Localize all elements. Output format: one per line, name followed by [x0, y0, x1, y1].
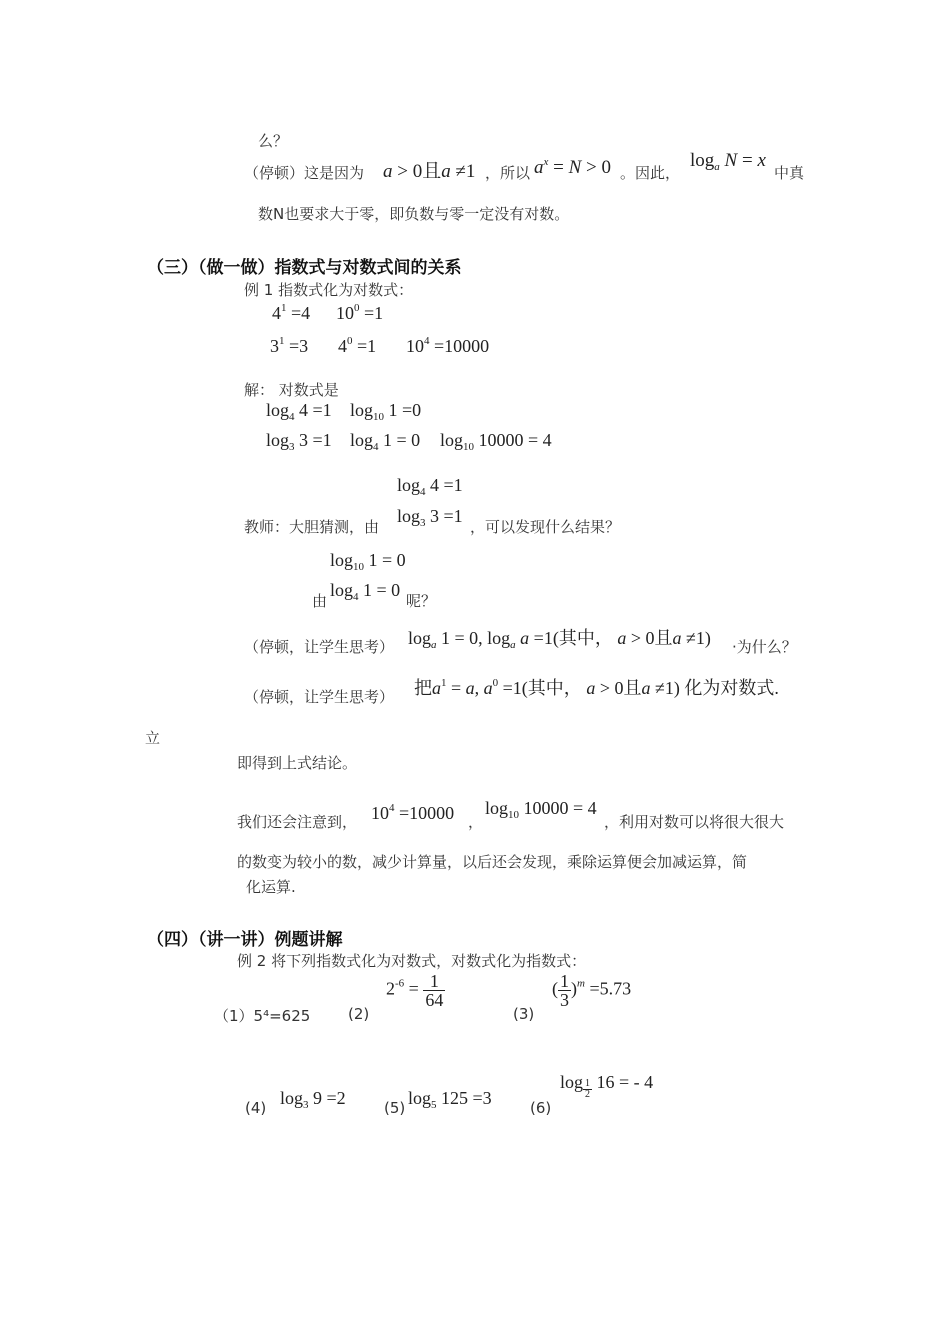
math-log: $\log_4 1 = 0$ [330, 580, 401, 603]
text-line: 教师：大胆猜测，由 [244, 518, 380, 536]
text-line: 立 [145, 729, 161, 747]
math-log: $\log_a N = x$ [690, 150, 766, 173]
text-line: （停顿）这是因为 [244, 164, 365, 182]
problem-1: （1）5⁴=625 [214, 1007, 311, 1025]
text-line: ·为什么？ [732, 638, 797, 656]
example-label: 例 1 指数式化为对数式： [244, 281, 414, 299]
math-problem-3: ( $\frac{1}{3}$ )$^m$ =5.73 [552, 971, 632, 1010]
math-exp: $10^4 =10000$ [371, 802, 455, 823]
text-line: ， [468, 813, 484, 831]
text-line: 数N也要求大于零，即负数与零一定没有对数。 [258, 205, 570, 223]
text-line: ，利用对数可以将很大很大 [604, 813, 785, 831]
text-line: 化运算. [246, 878, 296, 896]
math-log: $\log_4 1 = 0$ [350, 430, 421, 453]
math-exp: $4^1 =4$ [272, 302, 311, 323]
math-problem-5: $\log_5 125 =3$ [408, 1088, 492, 1111]
text-line: 由 [312, 592, 328, 610]
math-power: $a^x = N > 0$ [534, 156, 612, 178]
math-exp: $10^4 =10000$ [406, 335, 490, 356]
math-log: $\log_3 3 =1$ [266, 430, 332, 453]
text-line: 呢？ [406, 592, 437, 610]
text-line: ，可以发现什么结果？ [470, 518, 621, 536]
problem-label: (2) [348, 1005, 370, 1023]
math-condition: a > 0且a ≠1 [383, 161, 476, 182]
text-line: ，所以 [485, 164, 531, 182]
math-problem-4: $\log_3 9 =2$ [280, 1088, 346, 1111]
math-log: $\log_{10} 1 = 0$ [330, 550, 406, 573]
math-log: $\log_3 3 =1$ [397, 506, 463, 529]
text-line: （停顿，让学生思考） [244, 638, 395, 656]
solution-label: 解： 对数式是 [244, 381, 339, 399]
math-exp: $10^0 =1$ [336, 302, 384, 323]
math-log: $\log_{10} 1 =0$ [350, 400, 422, 423]
math-exp: $4^0 =1$ [338, 335, 377, 356]
math-exp: $3^1 =3$ [270, 335, 309, 356]
text-line: （停顿，让学生思考） [244, 688, 395, 706]
math-task: 把$a^1 = a$, $a^0 =1$(其中， a > 0且a ≠1) 化为对数式. [414, 677, 779, 698]
math-property: $\log_a 1 = 0$, $\log_a a =1$(其中， a > 0且a ≠1) [408, 628, 711, 651]
problem-label: (5) [384, 1099, 406, 1117]
math-log: $\log_{10} 10000 = 4$ [440, 430, 552, 453]
text-line: 的数变为较小的数，减少计算量，以后还会发现，乘除运算便会加减运算，简 [237, 853, 748, 871]
problem-label: (6) [530, 1099, 552, 1117]
text-line: 。因此， [620, 164, 681, 182]
math-problem-2: $2^{-6}$ = $\frac{1}{64}$ [386, 971, 444, 1010]
math-log: $\log_4 4 =1$ [397, 475, 463, 498]
text-line: 即得到上式结论。 [237, 754, 358, 772]
problem-label: (3) [513, 1005, 535, 1023]
section-heading: （四）（讲一讲）例题讲解 [147, 930, 343, 950]
text-line: 我们还会注意到， [237, 813, 358, 831]
math-log: $\log_4 4 =1$ [266, 400, 332, 423]
text-line: 么？ [258, 132, 289, 150]
problem-label: (4) [245, 1099, 267, 1117]
text-line: 中真 [774, 164, 805, 182]
math-problem-6: log $_{\frac{1}{2}}$ 16 = - 4 [560, 1072, 654, 1100]
section-heading: （三）（做一做）指数式与对数式间的关系 [147, 258, 462, 278]
math-log: $\log_{10} 10000 = 4$ [485, 798, 597, 821]
example-label: 例 2 将下列指数式化为对数式，对数式化为指数式： [237, 952, 587, 970]
